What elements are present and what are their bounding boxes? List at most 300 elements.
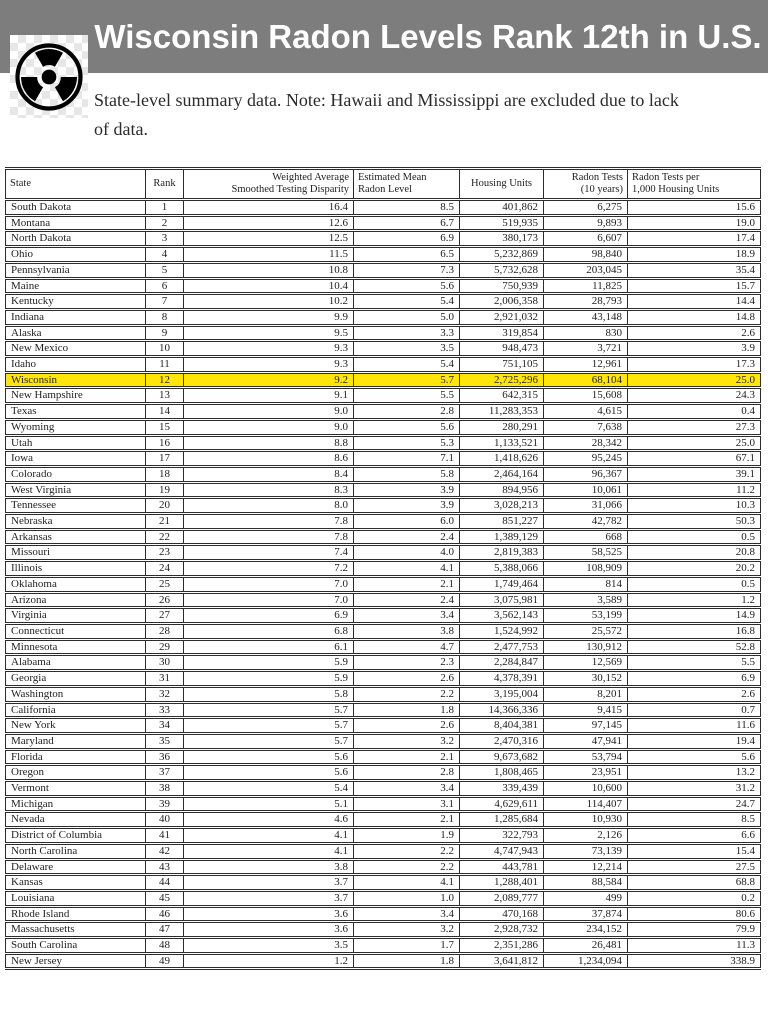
cell: 12.5 <box>184 231 354 247</box>
cell: 5.9 <box>184 655 354 671</box>
cell: 4.1 <box>184 843 354 859</box>
cell: Georgia <box>6 671 146 687</box>
cell: 98,840 <box>544 247 628 263</box>
cell: 7.8 <box>184 514 354 530</box>
cell: 3.5 <box>184 938 354 954</box>
summary-note-text: State-level summary data. Note: Hawaii and Mississippi are excluded due to lack of data. <box>94 90 679 139</box>
cell: 108,909 <box>544 561 628 577</box>
cell: Utah <box>6 435 146 451</box>
cell: 4,629,611 <box>460 796 544 812</box>
cell: 2.6 <box>354 671 460 687</box>
cell: 41 <box>146 828 184 844</box>
cell: 9.3 <box>184 341 354 357</box>
cell: 47 <box>146 922 184 938</box>
cell: 24 <box>146 561 184 577</box>
cell: 12.6 <box>184 215 354 231</box>
cell: 3,589 <box>544 592 628 608</box>
cell: 9.2 <box>184 372 354 388</box>
table-row <box>6 294 761 310</box>
cell: 3,641,812 <box>460 953 544 969</box>
cell: 203,045 <box>544 262 628 278</box>
cell: 9,415 <box>544 702 628 718</box>
cell: 42,782 <box>544 514 628 530</box>
cell: Rhode Island <box>6 906 146 922</box>
cell: 6.7 <box>354 215 460 231</box>
table-row <box>6 655 761 671</box>
cell: South Dakota <box>6 200 146 216</box>
cell: 4,615 <box>544 404 628 420</box>
cell: 2.1 <box>354 576 460 592</box>
cell: 46 <box>146 906 184 922</box>
cell: 17.4 <box>628 231 761 247</box>
cell: 2.6 <box>628 686 761 702</box>
header-row <box>6 169 761 200</box>
cell: 3.7 <box>184 890 354 906</box>
cell: 1.0 <box>354 890 460 906</box>
table-row <box>6 200 761 216</box>
table-row <box>6 341 761 357</box>
cell: 8.5 <box>354 200 460 216</box>
cell: Michigan <box>6 796 146 812</box>
cell: 2.1 <box>354 749 460 765</box>
table-header <box>6 169 761 200</box>
cell: 9.0 <box>184 419 354 435</box>
cell: 499 <box>544 890 628 906</box>
cell: 2.3 <box>354 655 460 671</box>
table-row <box>6 545 761 561</box>
cell: West Virginia <box>6 482 146 498</box>
cell: 11.6 <box>628 718 761 734</box>
cell: 2.1 <box>354 812 460 828</box>
cell: 6.5 <box>354 247 460 263</box>
cell: 12,214 <box>544 859 628 875</box>
cell: 10,061 <box>544 482 628 498</box>
cell: 2,928,732 <box>460 922 544 938</box>
cell: 10,600 <box>544 781 628 797</box>
table-row <box>6 843 761 859</box>
cell: 68.8 <box>628 875 761 891</box>
cell: Arkansas <box>6 529 146 545</box>
cell: 5.1 <box>184 796 354 812</box>
cell: 5.7 <box>354 372 460 388</box>
cell: 15,608 <box>544 388 628 404</box>
cell: 1.2 <box>184 953 354 969</box>
cell: 0.4 <box>628 404 761 420</box>
cell: 2 <box>146 215 184 231</box>
cell: 45 <box>146 890 184 906</box>
cell: Montana <box>6 215 146 231</box>
cell: 35.4 <box>628 262 761 278</box>
cell: 40 <box>146 812 184 828</box>
cell: 8.0 <box>184 498 354 514</box>
cell: 9.5 <box>184 325 354 341</box>
cell: 9,893 <box>544 215 628 231</box>
cell: 13 <box>146 388 184 404</box>
cell: 443,781 <box>460 859 544 875</box>
cell: District of Columbia <box>6 828 146 844</box>
cell: New Mexico <box>6 341 146 357</box>
cell: 1.8 <box>354 953 460 969</box>
cell: 79.9 <box>628 922 761 938</box>
cell: 1.9 <box>354 828 460 844</box>
cell: 27.3 <box>628 419 761 435</box>
cell: 3.1 <box>354 796 460 812</box>
cell: 3.3 <box>354 325 460 341</box>
cell: 4,747,943 <box>460 843 544 859</box>
cell: 3,075,981 <box>460 592 544 608</box>
table-row <box>6 765 761 781</box>
table-row <box>6 639 761 655</box>
cell: 6.0 <box>354 514 460 530</box>
cell: 31,066 <box>544 498 628 514</box>
cell: 2.4 <box>354 592 460 608</box>
cell: 3.2 <box>354 733 460 749</box>
cell: 2.4 <box>354 529 460 545</box>
cell: 338.9 <box>628 953 761 969</box>
cell: 1.8 <box>354 702 460 718</box>
cell: 19.0 <box>628 215 761 231</box>
cell: 9.0 <box>184 404 354 420</box>
table-row <box>6 247 761 263</box>
cell: 4.6 <box>184 812 354 828</box>
table-row <box>6 231 761 247</box>
cell: 12 <box>146 372 184 388</box>
table-row <box>6 466 761 482</box>
table-row <box>6 686 761 702</box>
cell: 1,389,129 <box>460 529 544 545</box>
cell: 32 <box>146 686 184 702</box>
cell: 6.9 <box>184 608 354 624</box>
table-row <box>6 781 761 797</box>
cell: Minnesota <box>6 639 146 655</box>
cell: 47,941 <box>544 733 628 749</box>
cell: 4.1 <box>354 875 460 891</box>
cell: 2,284,847 <box>460 655 544 671</box>
table-row <box>6 451 761 467</box>
cell: 9 <box>146 325 184 341</box>
cell: 6.9 <box>628 671 761 687</box>
cell: 11.3 <box>628 938 761 954</box>
cell: Alabama <box>6 655 146 671</box>
cell: 6,275 <box>544 200 628 216</box>
cell: Indiana <box>6 309 146 325</box>
cell: 5.5 <box>628 655 761 671</box>
cell: 1,524,992 <box>460 623 544 639</box>
cell: 2,819,383 <box>460 545 544 561</box>
table-row <box>6 372 761 388</box>
cell: 7.1 <box>354 451 460 467</box>
cell: 37 <box>146 765 184 781</box>
cell: 8.8 <box>184 435 354 451</box>
cell: 0.5 <box>628 529 761 545</box>
cell: Illinois <box>6 561 146 577</box>
cell: 18 <box>146 466 184 482</box>
cell: 1,418,626 <box>460 451 544 467</box>
cell: 5.0 <box>354 309 460 325</box>
cell: 28,342 <box>544 435 628 451</box>
cell: 14 <box>146 404 184 420</box>
table-row <box>6 482 761 498</box>
cell: 0.7 <box>628 702 761 718</box>
cell: 1,288,401 <box>460 875 544 891</box>
cell: 8.6 <box>184 451 354 467</box>
cell: Virginia <box>6 608 146 624</box>
table-row <box>6 435 761 451</box>
table-row <box>6 576 761 592</box>
cell: Texas <box>6 404 146 420</box>
cell: 21 <box>146 514 184 530</box>
column-header-tests-per-1000: Radon Tests per 1,000 Housing Units <box>628 169 761 200</box>
column-header-housing-units: Housing Units <box>460 169 544 200</box>
table-row <box>6 922 761 938</box>
cell: 280,291 <box>460 419 544 435</box>
cell: 3.9 <box>354 498 460 514</box>
cell: 114,407 <box>544 796 628 812</box>
cell: 26,481 <box>544 938 628 954</box>
table-row <box>6 419 761 435</box>
cell: 5.4 <box>354 357 460 373</box>
title-banner <box>0 0 768 73</box>
cell: New York <box>6 718 146 734</box>
cell: 851,227 <box>460 514 544 530</box>
cell: 10,930 <box>544 812 628 828</box>
cell: 4.1 <box>354 561 460 577</box>
cell: 3.6 <box>184 922 354 938</box>
cell: 5.7 <box>184 733 354 749</box>
cell: 7.8 <box>184 529 354 545</box>
cell: 25 <box>146 576 184 592</box>
cell: 18.9 <box>628 247 761 263</box>
cell: 519,935 <box>460 215 544 231</box>
cell: 15.7 <box>628 278 761 294</box>
cell: 2.2 <box>354 843 460 859</box>
cell: 3.4 <box>354 608 460 624</box>
cell: 10 <box>146 341 184 357</box>
cell: 234,152 <box>544 922 628 938</box>
cell: 3.4 <box>354 906 460 922</box>
cell: 8,201 <box>544 686 628 702</box>
cell: 0.5 <box>628 576 761 592</box>
cell: Colorado <box>6 466 146 482</box>
cell: 17.3 <box>628 357 761 373</box>
cell: 3,028,213 <box>460 498 544 514</box>
cell: 1.7 <box>354 938 460 954</box>
cell: Massachusetts <box>6 922 146 938</box>
cell: 25.0 <box>628 372 761 388</box>
cell: 3.7 <box>184 875 354 891</box>
cell: 15.4 <box>628 843 761 859</box>
table-row <box>6 623 761 639</box>
cell: 1,749,464 <box>460 576 544 592</box>
cell: 668 <box>544 529 628 545</box>
table-row <box>6 875 761 891</box>
cell: 19.4 <box>628 733 761 749</box>
cell: 12,961 <box>544 357 628 373</box>
cell: 4.1 <box>184 828 354 844</box>
cell: 5.6 <box>184 765 354 781</box>
cell: 5,388,066 <box>460 561 544 577</box>
cell: Washington <box>6 686 146 702</box>
cell: 20.8 <box>628 545 761 561</box>
table-row <box>6 890 761 906</box>
cell: 894,956 <box>460 482 544 498</box>
table-row <box>6 749 761 765</box>
cell: 44 <box>146 875 184 891</box>
cell: 10.3 <box>628 498 761 514</box>
cell: Nevada <box>6 812 146 828</box>
cell: 2,921,032 <box>460 309 544 325</box>
cell: 322,793 <box>460 828 544 844</box>
radon-data-table <box>5 167 761 970</box>
cell: 751,105 <box>460 357 544 373</box>
cell: 15.6 <box>628 200 761 216</box>
cell: 2,464,164 <box>460 466 544 482</box>
cell: 6,607 <box>544 231 628 247</box>
cell: Alaska <box>6 325 146 341</box>
cell: 8 <box>146 309 184 325</box>
cell: 6.6 <box>628 828 761 844</box>
table-row <box>6 671 761 687</box>
cell: 750,939 <box>460 278 544 294</box>
cell: 10.4 <box>184 278 354 294</box>
cell: 339,439 <box>460 781 544 797</box>
cell: 5,232,869 <box>460 247 544 263</box>
cell: 5 <box>146 262 184 278</box>
cell: Louisiana <box>6 890 146 906</box>
table-row <box>6 812 761 828</box>
cell: 10.2 <box>184 294 354 310</box>
cell: 830 <box>544 325 628 341</box>
cell: 23 <box>146 545 184 561</box>
cell: Maryland <box>6 733 146 749</box>
cell: 4,378,391 <box>460 671 544 687</box>
cell: Idaho <box>6 357 146 373</box>
cell: 2,351,286 <box>460 938 544 954</box>
cell: 2,126 <box>544 828 628 844</box>
cell: 4.0 <box>354 545 460 561</box>
cell: 3.9 <box>354 482 460 498</box>
cell: 8.5 <box>628 812 761 828</box>
cell: 35 <box>146 733 184 749</box>
cell: 30 <box>146 655 184 671</box>
cell: 5.4 <box>354 294 460 310</box>
cell: Nebraska <box>6 514 146 530</box>
cell: 470,168 <box>460 906 544 922</box>
cell: North Carolina <box>6 843 146 859</box>
cell: 9.3 <box>184 357 354 373</box>
table-row <box>6 262 761 278</box>
cell: 5.6 <box>354 419 460 435</box>
cell: 3.5 <box>354 341 460 357</box>
cell: 1,808,465 <box>460 765 544 781</box>
cell: 43,148 <box>544 309 628 325</box>
cell: 24.3 <box>628 388 761 404</box>
cell: 49 <box>146 953 184 969</box>
table-row <box>6 278 761 294</box>
cell: 5.9 <box>184 671 354 687</box>
cell: 2.8 <box>354 404 460 420</box>
cell: 2,470,316 <box>460 733 544 749</box>
cell: 2.8 <box>354 765 460 781</box>
cell: 95,245 <box>544 451 628 467</box>
cell: 11.2 <box>628 482 761 498</box>
cell: Oklahoma <box>6 576 146 592</box>
cell: 5.7 <box>184 718 354 734</box>
cell: 2,725,296 <box>460 372 544 388</box>
cell: 2.6 <box>628 325 761 341</box>
cell: 17 <box>146 451 184 467</box>
table-row <box>6 561 761 577</box>
cell: 48 <box>146 938 184 954</box>
cell: 7.2 <box>184 561 354 577</box>
cell: 15 <box>146 419 184 435</box>
table-row <box>6 514 761 530</box>
cell: 1 <box>146 200 184 216</box>
cell: 29 <box>146 639 184 655</box>
cell: Wisconsin <box>6 372 146 388</box>
cell: 31.2 <box>628 781 761 797</box>
cell: New Hampshire <box>6 388 146 404</box>
cell: 8,404,381 <box>460 718 544 734</box>
cell: 5.6 <box>628 749 761 765</box>
cell: Kansas <box>6 875 146 891</box>
cell: 9.1 <box>184 388 354 404</box>
cell: 5.4 <box>184 781 354 797</box>
cell: 38 <box>146 781 184 797</box>
cell: 16.4 <box>184 200 354 216</box>
cell: 39.1 <box>628 466 761 482</box>
cell: 8.3 <box>184 482 354 498</box>
cell: 37,874 <box>544 906 628 922</box>
cell: 5,732,628 <box>460 262 544 278</box>
table-row <box>6 215 761 231</box>
cell: 3.4 <box>354 781 460 797</box>
cell: 27 <box>146 608 184 624</box>
column-header-radon-tests: Radon Tests (10 years) <box>544 169 628 200</box>
cell: Delaware <box>6 859 146 875</box>
table-row <box>6 388 761 404</box>
cell: 23,951 <box>544 765 628 781</box>
cell: 380,173 <box>460 231 544 247</box>
cell: 0.2 <box>628 890 761 906</box>
cell: Florida <box>6 749 146 765</box>
table-row <box>6 325 761 341</box>
cell: 13.2 <box>628 765 761 781</box>
cell: 8.4 <box>184 466 354 482</box>
cell: South Carolina <box>6 938 146 954</box>
cell: Pennsylvania <box>6 262 146 278</box>
table-row <box>6 733 761 749</box>
cell: 3,562,143 <box>460 608 544 624</box>
column-header-radon-level: Estimated Mean Radon Level <box>354 169 460 200</box>
table-row <box>6 357 761 373</box>
cell: 11,825 <box>544 278 628 294</box>
cell: 19 <box>146 482 184 498</box>
cell: 16 <box>146 435 184 451</box>
cell: 3 <box>146 231 184 247</box>
cell: 96,367 <box>544 466 628 482</box>
cell: 6 <box>146 278 184 294</box>
cell: Arizona <box>6 592 146 608</box>
cell: 20.2 <box>628 561 761 577</box>
cell: 68,104 <box>544 372 628 388</box>
cell: 6.8 <box>184 623 354 639</box>
cell: 4 <box>146 247 184 263</box>
cell: 24.7 <box>628 796 761 812</box>
cell: 27.5 <box>628 859 761 875</box>
cell: 130,912 <box>544 639 628 655</box>
cell: 11,283,353 <box>460 404 544 420</box>
